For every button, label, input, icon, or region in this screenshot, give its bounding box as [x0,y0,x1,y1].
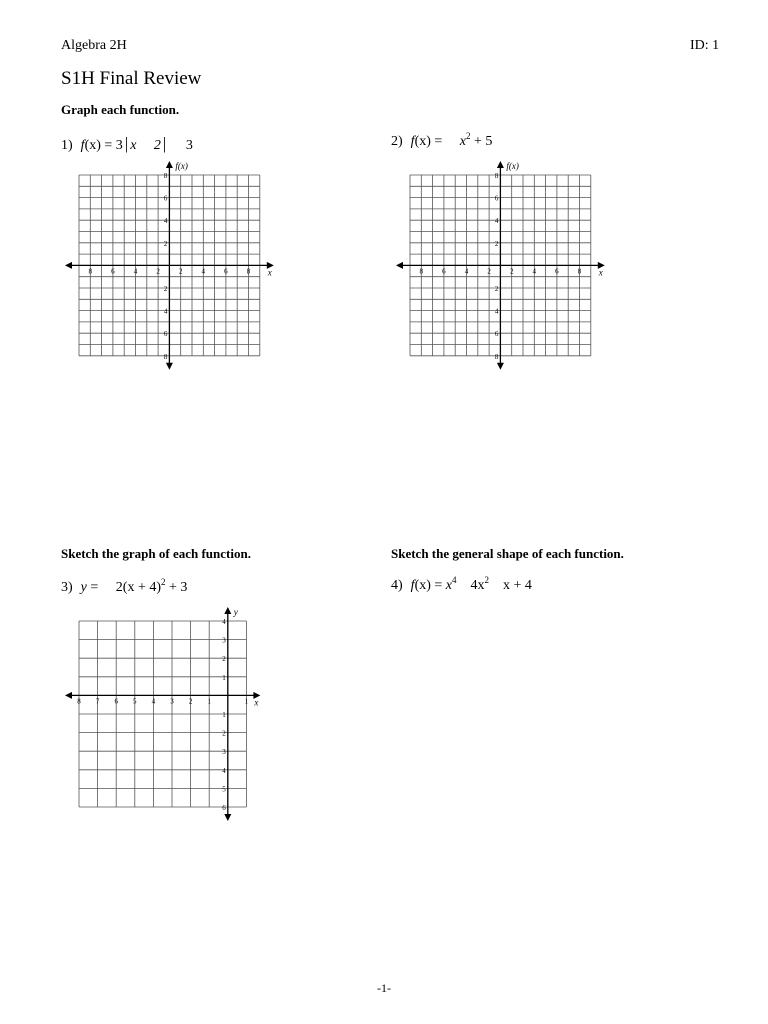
x-tick-label: 3 [170,697,174,706]
x-tick-label: 6 [111,267,115,276]
y-axis-label: f(x) [506,161,519,171]
course-name: Algebra 2H [61,38,127,53]
x-tick-label: 8 [88,267,93,276]
x-tick-label: 1 [244,697,249,706]
function-name: f [80,138,85,153]
y-tick-label: 3 [222,636,226,645]
problem-number: 1) [61,138,73,153]
document-id: ID: 1 [690,38,720,53]
x-axis-arrow-left [396,262,403,269]
y-axis-arrow-bottom [497,363,504,370]
x-tick-label: 2 [156,267,160,276]
x-tick-label: 1 [207,697,211,706]
y-tick-label: 6 [163,194,168,203]
y-tick-label: 1 [222,711,226,719]
y-axis-arrow-bottom [166,363,173,370]
y-tick-label: 6 [222,804,226,812]
constant-term: + 5 [470,134,493,149]
y-tick-label: 4 [163,307,168,316]
x-tick-label: 2 [188,697,193,706]
equals-coef: = 2 [86,580,123,595]
x-tick-label: 2 [509,267,514,276]
exponent: 2 [466,131,471,141]
x-tick-label: 4 [464,267,469,276]
instruction-sketch: Sketch the graph of each function. [61,546,251,561]
y-tick-label: 4 [222,766,226,775]
y-axis-arrow-top [224,607,231,614]
y-tick-label: 6 [494,330,499,339]
axes [396,161,605,370]
y-tick-label: 2 [222,729,226,738]
equals-coef: = 3 [100,138,123,153]
problem-3 [61,577,188,596]
function-name: f [410,578,415,593]
y-axis-label: f(x) [175,161,188,171]
grid-lines [79,621,246,807]
x-tick-label: 8 [577,267,582,276]
x-axis-arrow-left [65,262,72,269]
x-tick-label: 4 [201,267,206,276]
problem-2 [391,131,493,150]
problem-4 [391,575,532,594]
graph-grid-3[interactable] [60,603,267,829]
y-tick-label: 2 [494,239,499,248]
axes [65,161,274,370]
y-tick-label: 4 [494,217,499,226]
x-tick-label: 6 [114,697,118,706]
x-tick-label: 6 [442,267,446,276]
exponent-2: 2 [484,575,490,585]
variable: x [459,134,467,149]
x-tick-label: 7 [95,697,100,706]
equals-sign: = [430,578,446,593]
y-tick-label: 6 [494,194,499,203]
parenthesized-term: (x + 4) [122,580,162,595]
y-axis-arrow-top [166,161,173,168]
x-axis-arrow-left [65,692,72,699]
x-tick-label: 8 [246,267,251,276]
constant-term: x + 4 [489,578,532,593]
x-axis-label: x [598,267,603,278]
y-axis-arrow-top [497,161,504,168]
equals-sign: = [430,134,460,149]
y-tick-label: 4 [222,618,226,626]
function-name: f [410,134,415,149]
x-tick-label: 6 [224,267,228,276]
problem-number: 2) [391,134,403,149]
x-axis-label: x [267,267,272,278]
problem-number: 4) [391,578,403,593]
x-tick-label: 6 [555,267,559,276]
abs-bar-right: | [162,134,167,153]
instruction-shape: Sketch the general shape of each function. [391,546,624,561]
function-arg: (x) [414,134,431,149]
x-tick-label: 4 [133,267,138,276]
function-arg: (x) [414,578,431,593]
y-tick-label: 2 [163,285,168,293]
middle-term: 4x [456,578,485,593]
y-tick-label: 5 [222,785,226,794]
y-tick-label: 8 [494,172,499,180]
y-tick-label: 1 [222,673,226,682]
graph-grid-2[interactable] [390,158,611,379]
page-number: -1- [377,981,391,995]
y-tick-label: 4 [163,217,168,226]
variable: x [445,578,453,593]
exponent: 2 [161,577,166,587]
x-tick-label: 2 [178,267,183,276]
x-tick-label: 4 [151,697,156,706]
y-axis-arrow-bottom [224,814,231,821]
problem-number: 3) [61,580,73,595]
exponent: 4 [452,575,457,585]
y-tick-label: 2 [494,285,499,293]
y-tick-label: 8 [494,352,499,361]
y-tick-label: 2 [163,239,168,248]
y-tick-label: 8 [163,352,168,361]
abs-content: x 2 [130,138,161,153]
function-arg: (x) [84,138,101,153]
x-axis-label: x [254,697,259,708]
x-tick-label: 2 [487,267,491,276]
x-tick-label: 4 [532,267,537,276]
instruction-graph: Graph each function. [61,102,180,117]
y-tick-label: 3 [222,748,226,757]
y-tick-label: 6 [163,330,168,339]
x-tick-label: 8 [77,697,81,706]
constant-term: 3 [185,138,193,153]
graph-grid-1[interactable] [60,158,281,379]
problem-1 [61,134,193,154]
constant-term: + 3 [165,580,188,595]
function-name: y [80,580,87,595]
y-axis-label: y [233,607,238,617]
y-tick-label: 8 [163,172,168,180]
y-tick-label: 2 [222,655,226,664]
page-title: S1H Final Review [61,68,202,89]
x-tick-label: 8 [419,267,424,276]
y-tick-label: 4 [494,307,499,316]
x-tick-label: 5 [133,697,137,706]
abs-bar-left: | [124,134,129,153]
